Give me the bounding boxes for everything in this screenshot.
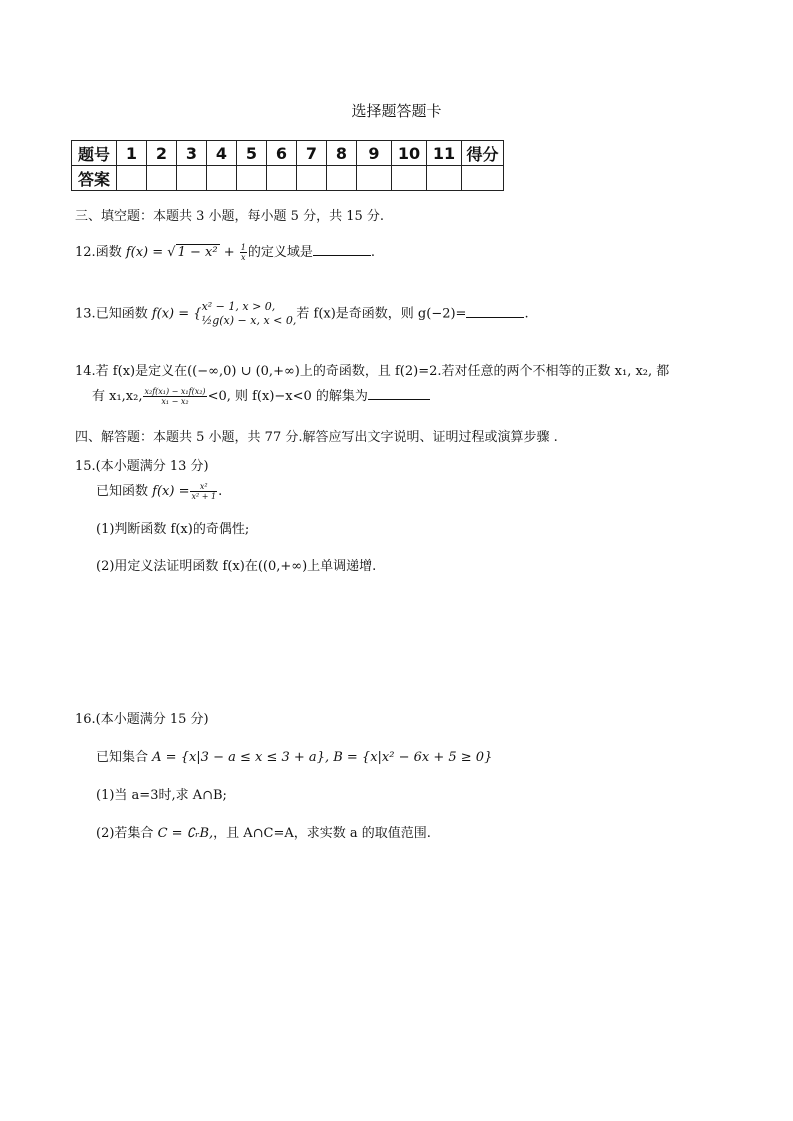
answer-cell[interactable]: [117, 166, 147, 191]
q14-answer-blank[interactable]: [368, 388, 430, 400]
q16-part2: [96, 822, 431, 841]
q14-frac-num: x₂f(x₁) − x₁f(x₂): [144, 387, 206, 396]
answer-cell[interactable]: [327, 166, 357, 191]
q15-part2: (2)用定义法证明函数 f(x)在((0,+∞)上单调递增.: [96, 559, 377, 574]
page-title: 选择题答题卡: [351, 102, 442, 120]
q12-radicand: 1 − x²: [177, 245, 218, 260]
q13-lhs: f(x) = {: [151, 306, 202, 322]
answer-cell[interactable]: [237, 166, 267, 191]
number-cell: 2: [147, 141, 177, 166]
answer-card-answer-row: [72, 166, 504, 191]
q13-end: .: [524, 306, 529, 322]
q16-part2-post: ，且 A∩C=A，求实数 a 的取值范围.: [213, 826, 431, 841]
q15-end: .: [218, 484, 223, 499]
q15-intro: [96, 480, 222, 501]
q13-pre: 已知函数: [95, 306, 148, 322]
number-cell: 9: [357, 141, 392, 166]
q13-case1: x² − 1, x > 0,: [201, 300, 276, 313]
number-cell: 3: [177, 141, 207, 166]
section4-heading: 四、解答题：本题共 5 小题，共 77 分.解答应写出文字说明、证明过程或演算步骤 .: [75, 430, 558, 445]
q14-line1: 14.若 f(x)是定义在((−∞,0) ∪ (0,+∞)上的奇函数，且 f(2)=2.若对任意的两个不相等的正数 x₁, x₂, 都: [75, 364, 670, 379]
answer-card-number-row: [72, 141, 504, 166]
q16-part2-formula: C = ∁ᵣB,: [157, 826, 214, 841]
q15-fraction: [190, 482, 217, 501]
q12-frac-num: 1: [240, 243, 246, 252]
score-header-cell: 得分: [462, 141, 504, 166]
question-12: [75, 241, 375, 262]
q16-intro-text: 已知集合: [96, 750, 149, 765]
q16-intro: [96, 746, 492, 765]
q13-case2: ½g(x) − x, x < 0,: [201, 314, 297, 327]
q14-line2-post: <0, 则 f(x)−x<0 的解集为: [207, 389, 368, 404]
q12-frac-den: x: [241, 253, 246, 262]
q15-intro-text: 已知函数: [96, 484, 149, 499]
q15-frac-num: x²: [190, 482, 217, 492]
q16-part1: (1)当 a=3时,求 A∩B;: [96, 788, 227, 803]
answer-cell[interactable]: [357, 166, 392, 191]
q15-part1: (1)判断函数 f(x)的奇偶性;: [96, 522, 250, 537]
section3-heading: 三、填空题：本题共 3 小题，每小题 5 分，共 15 分.: [75, 209, 385, 224]
q12-fraction: [240, 243, 247, 262]
q14-line2: [92, 385, 430, 406]
number-cell: 7: [297, 141, 327, 166]
q14-frac-den: x₁ − x₂: [161, 397, 189, 406]
q16-part2-pre: (2)若集合: [96, 826, 154, 841]
q12-text: 的定义域是: [247, 245, 313, 260]
answer-cell[interactable]: [177, 166, 207, 191]
answer-cell[interactable]: [267, 166, 297, 191]
q12-answer-blank[interactable]: [313, 244, 371, 256]
q15-frac-den: x² + 1: [191, 492, 217, 501]
answer-header-cell: 答案: [72, 166, 117, 191]
number-cell: 1: [117, 141, 147, 166]
q12-plus: +: [219, 245, 239, 260]
q12-lhs: f(x) = √: [125, 245, 176, 260]
q13-cases: [202, 300, 297, 328]
q15-lhs: f(x) =: [152, 484, 190, 499]
answer-card-table: [71, 140, 504, 191]
answer-cell[interactable]: [207, 166, 237, 191]
q13-text: 若 f(x)是奇函数，则 g(−2)=: [296, 306, 467, 322]
q12-number: 12.: [75, 245, 96, 260]
number-cell: 10: [392, 141, 427, 166]
q12-pre: 函数: [95, 245, 122, 260]
number-cell: 6: [267, 141, 297, 166]
q13-number: 13.: [75, 306, 96, 322]
number-cell: 4: [207, 141, 237, 166]
number-cell: 8: [327, 141, 357, 166]
answer-cell[interactable]: [392, 166, 427, 191]
number-cell: 5: [237, 141, 267, 166]
q12-end: .: [370, 245, 375, 260]
answer-cell[interactable]: [427, 166, 462, 191]
number-cell: 11: [427, 141, 462, 166]
q14-fraction: [143, 387, 206, 406]
q16-title: 16.(本小题满分 15 分): [75, 712, 209, 727]
answer-cell[interactable]: [297, 166, 327, 191]
q16-sets: A = {x|3 − a ≤ x ≤ 3 + a}, B = {x|x² − 6x + 5 ≥ 0}: [152, 750, 493, 765]
number-header-cell: 题号: [72, 141, 117, 166]
q13-answer-blank[interactable]: [466, 306, 524, 318]
score-cell[interactable]: [462, 166, 504, 191]
question-13: [75, 300, 529, 328]
q14-line2-pre: 有 x₁,x₂,: [92, 389, 143, 404]
q15-title: 15.(本小题满分 13 分): [75, 459, 209, 474]
answer-cell[interactable]: [147, 166, 177, 191]
